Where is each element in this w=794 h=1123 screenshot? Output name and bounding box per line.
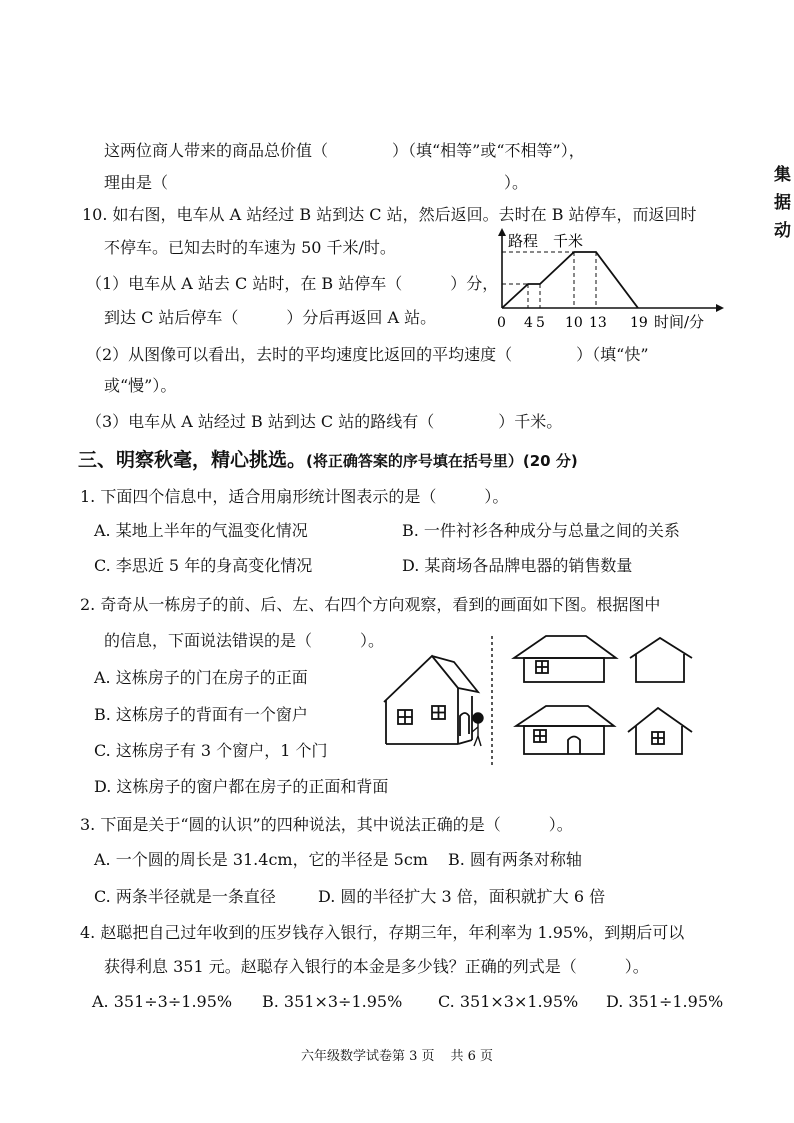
mc4-stem1: 4. 赵聪把自己过年收到的压岁钱存入银行，存期三年，年利率为 1.95%，到期后可以 xyxy=(80,923,685,942)
mc2-option-b: B. 这栋房子的背面有一个窗户 xyxy=(94,705,308,724)
page-footer xyxy=(0,1045,794,1064)
q9-line2: 理由是（ ）。 xyxy=(104,173,529,192)
tick-4: 4 xyxy=(524,315,533,331)
mc4-stem2: 获得利息 351 元。赵聪存入银行的本金是多少钱？正确的列式是（ ）。 xyxy=(104,957,649,976)
section3-note: (将正确答案的序号填在括号里）(20 分) xyxy=(306,452,578,470)
tick-5: 5 xyxy=(536,315,545,331)
graph-x-arrow xyxy=(716,304,724,312)
mc2-option-c: C. 这栋房子有 3 个窗户，1 个门 xyxy=(94,741,328,760)
graph-ylabel: 路程 千米 xyxy=(508,232,584,250)
q10-sub1b: 到达 C 站后停车（ ）分后再返回 A 站。 xyxy=(104,308,437,327)
mc3-option-d: D. 圆的半径扩大 3 倍，面积就扩大 6 倍 xyxy=(318,887,606,906)
mc1-stem: 1. 下面四个信息中，适合用扇形统计图表示的是（ ）。 xyxy=(80,487,509,506)
q9-line1: 这两位商人带来的商品总价值（ ）（填“相等”或“不相等”）， xyxy=(104,141,585,160)
mc4-option-b: B. 351×3÷1.95% xyxy=(262,992,403,1011)
q10-sub2b: 或“慢”）。 xyxy=(104,376,177,395)
q10-sub3: （3）电车从 A 站经过 B 站到达 C 站的路线有（ ）千米。 xyxy=(86,412,563,431)
mc1-option-b: B. 一件衬衫各种成分与总量之间的关系 xyxy=(402,521,680,540)
house-view-window xyxy=(514,636,616,682)
footer-total: 共 6 页 xyxy=(450,1049,494,1064)
tick-19: 19 xyxy=(630,315,648,331)
house-views-figure xyxy=(376,632,706,772)
tick-13: 13 xyxy=(589,315,607,331)
mc3-stem: 3. 下面是关于“圆的认识”的四种说法，其中说法正确的是（ ）。 xyxy=(80,815,573,834)
mc1-option-d: D. 某商场各品牌电器的销售数量 xyxy=(402,556,633,575)
q10-line2: 不停车。已知去时的车速为 50 千米/时。 xyxy=(104,238,396,257)
mc2-stem2: 的信息，下面说法错误的是（ ）。 xyxy=(104,631,385,650)
side-char-2: 据 xyxy=(774,193,791,213)
footer-page: 六年级数学试卷第 3 页 xyxy=(300,1049,435,1064)
mc3-option-c: C. 两条半径就是一条直径 xyxy=(94,887,276,906)
mc3-option-a: A. 一个圆的周长是 31.4cm，它的半径是 5cm xyxy=(94,850,428,869)
house-3d xyxy=(384,656,478,744)
mc2-stem1: 2. 奇奇从一栋房子的前、后、左、右四个方向观察，看到的画面如下图。根据图中 xyxy=(80,595,661,614)
mc1-option-c: C. 李思近 5 年的身高变化情况 xyxy=(94,556,313,575)
mc4-option-a: A. 351÷3÷1.95% xyxy=(92,992,233,1011)
distance-time-graph xyxy=(490,226,730,334)
q10-sub2a: （2）从图像可以看出，去时的平均速度比返回的平均速度（ ）（填“快” xyxy=(86,345,649,364)
tick-0: 0 xyxy=(497,315,506,331)
mc2-option-d: D. 这栋房子的窗户都在房子的正面和背面 xyxy=(94,777,389,796)
side-char-3: 动 xyxy=(774,221,791,241)
mc1-option-a: A. 某地上半年的气温变化情况 xyxy=(94,521,308,540)
house-view-door xyxy=(516,706,614,754)
mc4-option-c: C. 351×3×1.95% xyxy=(438,992,579,1011)
house-view-plain xyxy=(630,638,692,682)
mc2-option-a: A. 这栋房子的门在房子的正面 xyxy=(94,668,308,687)
mc4-option-d: D. 351÷1.95% xyxy=(606,992,724,1011)
graph-y-arrow xyxy=(498,228,506,236)
section3-title xyxy=(78,449,578,472)
mc3-option-b: B. 圆有两条对称轴 xyxy=(448,850,582,869)
q10-line1: 10. 如右图，电车从 A 站经过 B 站到达 C 站，然后返回。去时在 B 站停车，而返回时 xyxy=(82,205,697,224)
graph-xlabel: 时间/分 xyxy=(654,313,705,331)
section3-heading: 三、明察秋毫，精心挑选。 xyxy=(78,449,307,471)
house-view-small xyxy=(628,708,692,754)
observer-child-icon xyxy=(472,713,483,746)
q10-sub1a: （1）电车从 A 站去 C 站时，在 B 站停车（ ）分， xyxy=(86,274,499,293)
trip-line xyxy=(502,252,638,308)
tick-10: 10 xyxy=(565,315,583,331)
side-char-1: 集 xyxy=(774,165,791,185)
